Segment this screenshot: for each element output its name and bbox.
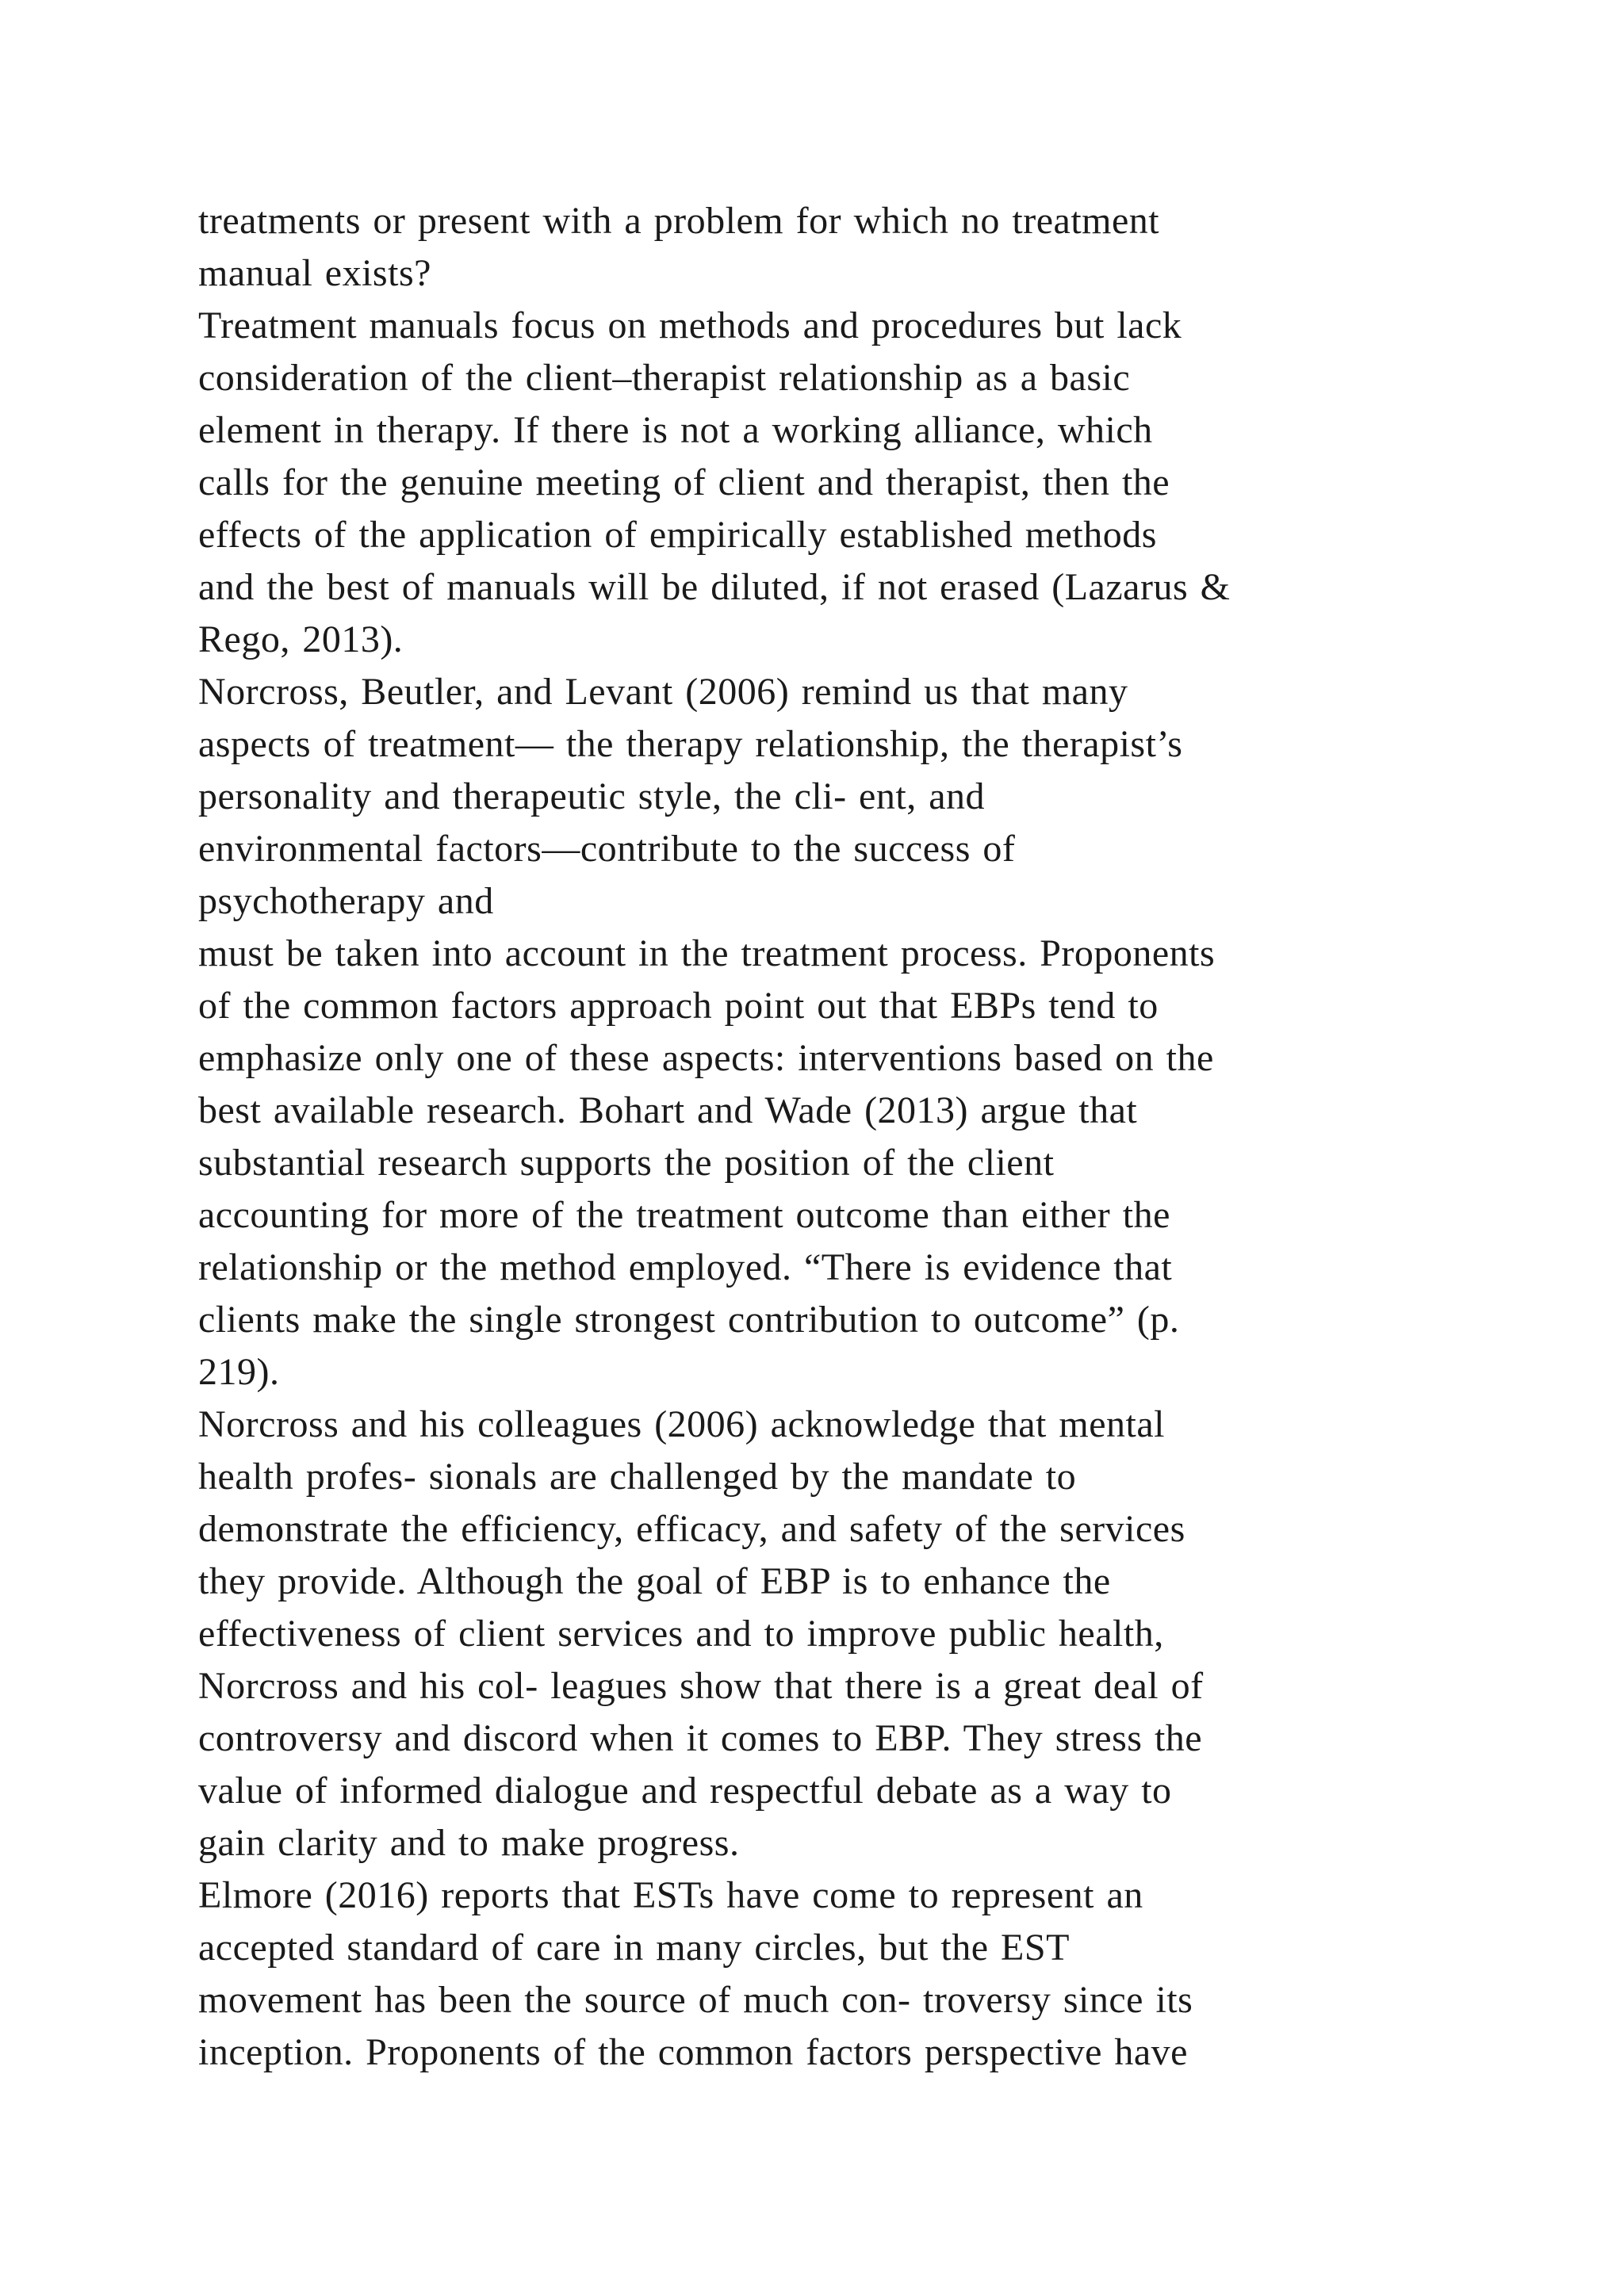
- text-line: inception. Proponents of the common factors perspective have: [198, 2031, 1188, 2073]
- text-line: emphasize only one of these aspects: interventions based on the: [198, 1037, 1214, 1079]
- text-line: Norcross and his col- leagues show that there is a great deal of: [198, 1665, 1204, 1707]
- text-line: must be taken into account in the treatment process. Proponents: [198, 932, 1216, 974]
- text-line: environmental factors—contribute to the success of: [198, 828, 1016, 870]
- text-line: calls for the genuine meeting of client and therapist, then the: [198, 461, 1170, 503]
- document-page: [198, 195, 1467, 2079]
- text-line: psychotherapy and: [198, 880, 494, 922]
- text-line: accounting for more of the treatment outcome than either the: [198, 1194, 1170, 1236]
- text-line: health profes- sionals are challenged by the mandate to: [198, 1456, 1077, 1498]
- text-line: manual exists?: [198, 252, 431, 294]
- text-line: of the common factors approach point out that EBPs tend to: [198, 985, 1159, 1027]
- text-line: they provide. Although the goal of EBP is to enhance the: [198, 1560, 1111, 1602]
- text-line: value of informed dialogue and respectful debate as a way to: [198, 1770, 1172, 1812]
- text-line: treatments or present with a problem for which no treatment: [198, 200, 1160, 242]
- text-line: element in therapy. If there is not a working alliance, which: [198, 409, 1153, 451]
- text-line: and the best of manuals will be diluted, if not erased (Lazarus &: [198, 566, 1231, 608]
- text-line: accepted standard of care in many circles, but the EST: [198, 1927, 1070, 1969]
- text-line: demonstrate the efficiency, efficacy, and safety of the services: [198, 1508, 1185, 1550]
- text-line: effects of the application of empirically established methods: [198, 514, 1157, 556]
- text-line: clients make the single strongest contribution to outcome” (p.: [198, 1299, 1180, 1341]
- text-line: substantial research supports the position of the client: [198, 1142, 1055, 1184]
- text-line: 219).: [198, 1351, 280, 1393]
- text-line: personality and therapeutic style, the cli- ent, and: [198, 775, 985, 817]
- text-line: movement has been the source of much con- troversy since its: [198, 1979, 1193, 2021]
- text-line: Norcross and his colleagues (2006) acknowledge that mental: [198, 1403, 1165, 1445]
- text-line: aspects of treatment— the therapy relationship, the therapist’s: [198, 723, 1183, 765]
- text-line: controversy and discord when it comes to EBP. They stress the: [198, 1717, 1203, 1759]
- text-line: effectiveness of client services and to improve public health,: [198, 1613, 1164, 1655]
- text-line: gain clarity and to make progress.: [198, 1822, 740, 1864]
- text-line: relationship or the method employed. “There is evidence that: [198, 1246, 1173, 1288]
- text-line: Rego, 2013).: [198, 618, 404, 660]
- text-line: best available research. Bohart and Wade (2013) argue that: [198, 1089, 1138, 1131]
- text-line: Treatment manuals focus on methods and procedures but lack: [198, 304, 1182, 346]
- text-line: consideration of the client–therapist relationship as a basic: [198, 357, 1131, 399]
- text-line: Elmore (2016) reports that ESTs have come to represent an: [198, 1874, 1143, 1916]
- text-line: Norcross, Beutler, and Levant (2006) remind us that many: [198, 671, 1128, 713]
